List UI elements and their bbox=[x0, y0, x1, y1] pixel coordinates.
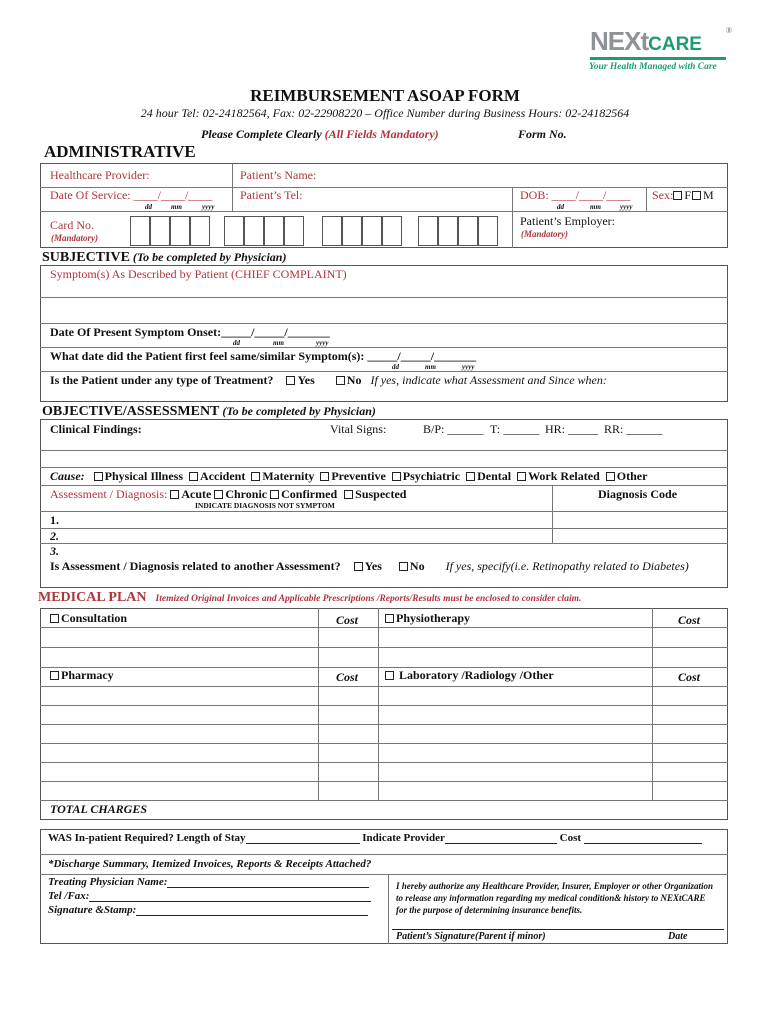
logo-underline bbox=[590, 57, 726, 60]
onset-dd: dd bbox=[233, 339, 240, 347]
diag-chronic-checkbox[interactable] bbox=[214, 490, 223, 499]
first-dd: dd bbox=[392, 363, 399, 371]
dob-mm: mm bbox=[590, 203, 601, 211]
diag-confirmed-checkbox[interactable] bbox=[270, 490, 279, 499]
first-felt-date-field[interactable]: What date did the Patient first feel same/similar Symptom(s): _____/_____/_______ bbox=[50, 349, 477, 363]
tel-fax-label: Tel /Fax: bbox=[48, 890, 90, 902]
physiotherapy-checkbox[interactable] bbox=[385, 614, 394, 623]
signature-stamp-field[interactable] bbox=[136, 905, 368, 916]
card-digit-cell[interactable] bbox=[458, 216, 478, 246]
diagnosis-code-header: Diagnosis Code bbox=[598, 487, 678, 501]
logo-nex: NEX bbox=[590, 26, 641, 56]
medical-plan-heading: MEDICAL PLAN bbox=[38, 590, 147, 605]
cause-option: Other bbox=[616, 469, 648, 483]
card-digit-cell[interactable] bbox=[418, 216, 438, 246]
indicate-diagnosis-note: INDICATE DIAGNOSIS NOT SYMPTOM bbox=[195, 501, 335, 510]
logo-t: t bbox=[640, 26, 649, 56]
dob-yyyy: yyyy bbox=[620, 203, 633, 211]
dob-field[interactable]: DOB: ____/____/____ bbox=[520, 188, 631, 202]
card-no-mandatory: (Mandatory) bbox=[51, 233, 98, 243]
card-digit-cell[interactable] bbox=[382, 216, 402, 246]
diag-type: Confirmed bbox=[281, 487, 338, 501]
tel-fax-row bbox=[48, 890, 371, 902]
treatment-no-label: No bbox=[346, 373, 362, 387]
cause-option: Psychiatric bbox=[402, 469, 461, 483]
sex-male-checkbox[interactable] bbox=[692, 191, 701, 200]
related-no-label: No bbox=[409, 559, 425, 573]
treating-physician-label: Treating Physician Name: bbox=[48, 876, 168, 888]
length-of-stay-field[interactable] bbox=[246, 833, 360, 844]
treatment-question-row bbox=[50, 373, 607, 388]
administrative-heading: ADMINISTRATIVE bbox=[44, 142, 196, 161]
related-question: Is Assessment / Diagnosis related to another Assessment? bbox=[50, 559, 341, 573]
cause-physical-illness-checkbox[interactable] bbox=[94, 472, 103, 481]
card-digit-cell[interactable] bbox=[478, 216, 498, 246]
instruction-text: Please Complete Clearly bbox=[201, 127, 322, 141]
laboratory-cost-header: Cost bbox=[678, 670, 701, 684]
card-digit-cell[interactable] bbox=[322, 216, 342, 246]
cause-option: Maternity bbox=[262, 469, 315, 483]
diagnosis-row-3[interactable]: 3. bbox=[50, 544, 59, 558]
assessment-row bbox=[50, 487, 406, 502]
laboratory-checkbox[interactable] bbox=[385, 671, 394, 680]
cause-row bbox=[50, 469, 647, 484]
form-number-label: Form No. bbox=[518, 127, 567, 141]
footer-cost-label: Cost bbox=[559, 832, 582, 844]
card-digit-cell[interactable] bbox=[170, 216, 190, 246]
clinical-findings-field[interactable]: Clinical Findings: bbox=[50, 422, 142, 436]
objective-heading-line bbox=[42, 404, 376, 420]
subjective-heading-line bbox=[42, 250, 286, 266]
cause-option: Work Related bbox=[528, 469, 600, 483]
card-digit-cell[interactable] bbox=[438, 216, 458, 246]
diag-type: Acute bbox=[181, 487, 212, 501]
cause-other-checkbox[interactable] bbox=[606, 472, 615, 481]
pharmacy-row bbox=[50, 668, 114, 683]
diag-suspected-checkbox[interactable] bbox=[344, 490, 353, 499]
tel-fax-field[interactable] bbox=[89, 891, 371, 902]
subjective-heading: SUBJECTIVE bbox=[42, 250, 130, 265]
patient-name-field[interactable]: Patient’s Name: bbox=[240, 168, 317, 182]
chief-complaint-field[interactable]: Symptom(s) As Described by Patient (CHIEF COMPLAINT) bbox=[50, 267, 347, 281]
sex-male-label: M bbox=[703, 188, 714, 202]
respiratory-rate-field[interactable]: RR: ______ bbox=[604, 422, 663, 436]
treatment-no-checkbox[interactable] bbox=[336, 376, 345, 385]
inpatient-row bbox=[48, 832, 702, 844]
card-digit-cell[interactable] bbox=[224, 216, 244, 246]
cause-dental-checkbox[interactable] bbox=[466, 472, 475, 481]
instruction-line bbox=[201, 127, 439, 142]
card-digit-cell[interactable] bbox=[284, 216, 304, 246]
patient-employer-field[interactable]: Patient’s Employer: bbox=[520, 214, 615, 228]
laboratory-row bbox=[385, 668, 554, 683]
diagnosis-row-2[interactable]: 2. bbox=[50, 529, 59, 543]
cause-label: Cause: bbox=[50, 469, 85, 483]
cause-option: Accident bbox=[200, 469, 246, 483]
dob-dd: dd bbox=[557, 203, 564, 211]
bp-field[interactable]: B/P: ______ bbox=[423, 422, 484, 436]
medical-plan-heading-line bbox=[38, 590, 581, 606]
logo-care: CARE bbox=[648, 34, 702, 55]
dos-mm: mm bbox=[171, 203, 182, 211]
provider-field[interactable] bbox=[445, 833, 557, 844]
footer-cost-field[interactable] bbox=[584, 833, 702, 844]
signature-stamp-label: Signature &Stamp: bbox=[48, 904, 137, 916]
inpatient-label: WAS In-patient Required? Length of Stay bbox=[48, 832, 246, 844]
cause-preventive-checkbox[interactable] bbox=[320, 472, 329, 481]
pharmacy-label: Pharmacy bbox=[61, 668, 114, 682]
dos-dd: dd bbox=[145, 203, 152, 211]
cause-option: Physical Illness bbox=[104, 469, 184, 483]
related-question-row bbox=[50, 559, 689, 574]
treatment-if-yes: If yes, indicate what Assessment and Since when: bbox=[370, 373, 607, 387]
card-digit-cell[interactable] bbox=[190, 216, 210, 246]
form-title: REIMBURSEMENT ASOAP FORM bbox=[250, 86, 520, 105]
related-if-yes: If yes, specify(i.e. Retinopathy related to Diabetes) bbox=[445, 559, 689, 573]
assessment-diagnosis-label: Assessment / Diagnosis: bbox=[50, 487, 168, 501]
pharmacy-checkbox[interactable] bbox=[50, 671, 59, 680]
first-yyyy: yyyy bbox=[462, 363, 475, 371]
treatment-question: Is the Patient under any type of Treatment? bbox=[50, 373, 274, 387]
temperature-field[interactable]: T: ______ bbox=[490, 422, 540, 436]
pharmacy-cost-header: Cost bbox=[336, 670, 359, 684]
diag-acute-checkbox[interactable] bbox=[170, 490, 179, 499]
sex-label: Sex: bbox=[652, 188, 674, 202]
onset-mm: mm bbox=[273, 339, 284, 347]
vital-signs-label: Vital Signs: bbox=[330, 422, 387, 436]
subjective-subheading: (To be completed by Physician) bbox=[132, 250, 287, 264]
contact-line: 24 hour Tel: 02-24182564, Fax: 02-22908220 – Office Number during Business Hours: 02-24182564 bbox=[140, 106, 630, 120]
mandatory-note: (All Fields Mandatory) bbox=[324, 127, 439, 141]
diagnosis-row-1[interactable]: 1. bbox=[50, 513, 59, 527]
related-yes-checkbox[interactable] bbox=[354, 562, 363, 571]
card-digit-cell[interactable] bbox=[130, 216, 150, 246]
related-no-checkbox[interactable] bbox=[399, 562, 408, 571]
employer-mandatory: (Mandatory) bbox=[521, 229, 568, 239]
cause-maternity-checkbox[interactable] bbox=[251, 472, 260, 481]
physiotherapy-label: Physiotherapy bbox=[396, 611, 471, 625]
cause-work-related-checkbox[interactable] bbox=[517, 472, 526, 481]
diag-type: Chronic bbox=[225, 487, 268, 501]
diag-type: Suspected bbox=[355, 487, 407, 501]
treatment-yes-checkbox[interactable] bbox=[286, 376, 295, 385]
sex-field bbox=[652, 188, 714, 203]
objective-subheading: (To be completed by Physician) bbox=[222, 404, 376, 418]
treatment-yes-label: Yes bbox=[297, 373, 315, 387]
card-digit-cell[interactable] bbox=[362, 216, 382, 246]
heart-rate-field[interactable]: HR: _____ bbox=[545, 422, 599, 436]
card-digit-cell[interactable] bbox=[150, 216, 170, 246]
total-charges-label: TOTAL CHARGES bbox=[50, 802, 148, 816]
healthcare-provider-field[interactable]: Healthcare Provider: bbox=[50, 168, 150, 182]
logo-tagline: Your Health Managed with Care bbox=[589, 62, 717, 72]
signature-stamp-row bbox=[48, 904, 368, 916]
cause-option: Dental bbox=[477, 469, 512, 483]
card-digit-cell[interactable] bbox=[342, 216, 362, 246]
consultation-checkbox[interactable] bbox=[50, 614, 59, 623]
dos-yyyy: yyyy bbox=[202, 203, 215, 211]
first-mm: mm bbox=[425, 363, 436, 371]
consultation-label: Consultation bbox=[61, 611, 128, 625]
patient-tel-field[interactable]: Patient’s Tel: bbox=[240, 188, 303, 202]
medical-plan-note: Itemized Original Invoices and Applicable Prescriptions /Reports/Results must be enclosed to consider claim. bbox=[155, 594, 582, 604]
symptom-onset-field[interactable]: Date Of Present Symptom Onset:_____/_____/_______ bbox=[50, 325, 330, 339]
date-of-service-field[interactable]: Date Of Service: ____/____/____ bbox=[50, 188, 213, 202]
laboratory-label: Laboratory /Radiology /Other bbox=[396, 668, 554, 682]
card-digit-cell[interactable] bbox=[244, 216, 264, 246]
patient-signature-label[interactable]: Patient’s Signature(Parent if minor) bbox=[396, 931, 546, 942]
medical-plan-box bbox=[40, 608, 728, 820]
cause-accident-checkbox[interactable] bbox=[189, 472, 198, 481]
physiotherapy-cost-header: Cost bbox=[678, 613, 701, 627]
card-no-label: Card No. bbox=[50, 218, 94, 232]
logo-registered: ® bbox=[726, 26, 733, 35]
physiotherapy-row bbox=[385, 611, 470, 626]
cause-option: Preventive bbox=[331, 469, 386, 483]
sex-female-label: F bbox=[684, 188, 692, 202]
consultation-row bbox=[50, 611, 127, 626]
cause-psychiatric-checkbox[interactable] bbox=[392, 472, 401, 481]
discharge-question: *Discharge Summary, Itemized Invoices, Reports & Receipts Attached? bbox=[48, 858, 372, 870]
related-yes-label: Yes bbox=[364, 559, 382, 573]
signature-date-label[interactable]: Date bbox=[668, 931, 688, 942]
consultation-cost-header: Cost bbox=[336, 613, 359, 627]
onset-yyyy: yyyy bbox=[316, 339, 329, 347]
sex-female-checkbox[interactable] bbox=[673, 191, 682, 200]
card-digit-cell[interactable] bbox=[264, 216, 284, 246]
authorization-text: I hereby authorize any Healthcare Provider, Insurer, Employer or other Organization to release any information regarding my medical condition& history to NEXtCARE for the purpose of determining insurance benefits. bbox=[396, 881, 714, 915]
indicate-provider-label: Indicate Provider bbox=[362, 832, 445, 844]
treating-physician-field[interactable] bbox=[167, 877, 369, 888]
treating-physician-row bbox=[48, 876, 369, 888]
objective-heading: OBJECTIVE/ASSESSMENT bbox=[42, 404, 220, 419]
